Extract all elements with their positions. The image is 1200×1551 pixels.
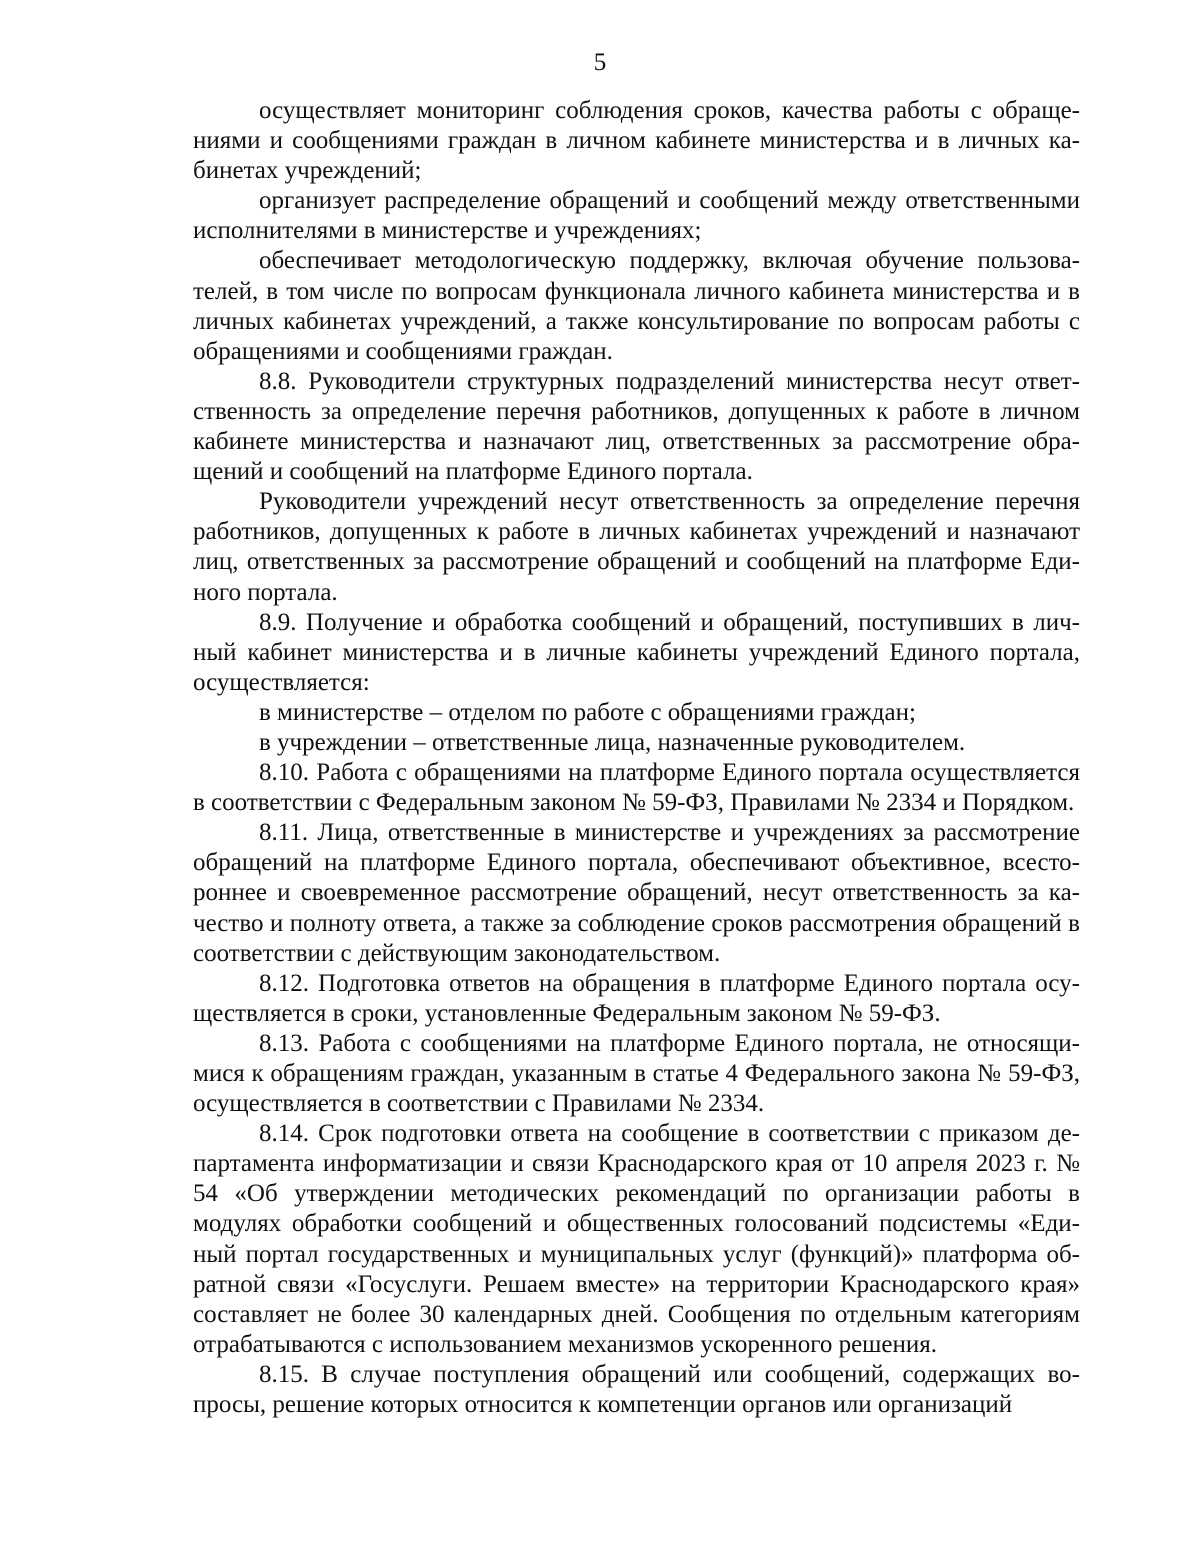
paragraph-8-10: 8.10. Работа с обращениями на платформе Единого портала осуществляется в соответствии с Федеральным законом № 59-ФЗ, Правилами № 2334 и Порядком. (193, 759, 1080, 817)
paragraph-8-8: 8.8. Руководители структурных подразделений министерства несут ответственность за определение перечня работников, допущенных к работе в личном кабинете министерства и назначают лиц, ответственных за рассмотрение обращений и сообщений на платформе Единого портала. (193, 367, 1080, 486)
paragraph-monitoring: осуществляет мониторинг соблюдения сроков, качества работы с обращениями и сообщениями граждан в личном кабинете министерства и в личных кабинетах учреждений; (193, 97, 1080, 185)
page-number: 5 (593, 49, 607, 76)
document-body (193, 96, 1080, 1420)
paragraph-8-12: 8.12. Подготовка ответов на обращения в платформе Единого портала осуществляется в сроки, установленные Федеральным законом № 59-ФЗ. (193, 969, 1080, 1027)
paragraph-methodology-support: обеспечивает методологическую поддержку, включая обучение пользователей, в том числе по вопросам функционала личного кабинета министерства и в личных кабинетах учреждений, а также консультирование по вопросам работы с обращениями и сообщениями граждан. (193, 247, 1080, 365)
paragraph-in-institution: в учреждении – ответственные лица, назначенные руководителем. (259, 728, 966, 756)
paragraph-8-9: 8.9. Получение и обработка сообщений и обращений, поступивших в личный кабинет министерства и в личные кабинеты учреждений Единого портала, осуществляется: (193, 608, 1080, 696)
paragraph-in-ministry: в министерстве – отделом по работе с обращениями граждан; (259, 698, 916, 726)
paragraph-8-11: 8.11. Лица, ответственные в министерстве и учреждениях за рассмотрение обращений на платформе Единого портала, обеспечивают объективное, всестороннее и своевременное рассмотрение обращений, несут ответственность за качество и полноту ответа, а также за соблюдение сроков рассмотрения обращений в соответствии с действующим законодательством. (193, 819, 1080, 967)
paragraph-8-15: 8.15. В случае поступления обращений или сообщений, содержащих вопросы, решение которых относится к компетенции органов или организаций (193, 1360, 1080, 1419)
paragraph-8-13: 8.13. Работа с сообщениями на платформе Единого портала, не относящимися к обращениям граждан, указанным в статье 4 Федерального закона № 59-ФЗ, осуществляется в соответствии с Правилами № 2334. (193, 1029, 1080, 1118)
paragraph-8-14: 8.14. Срок подготовки ответа на сообщение в соответствии с приказом департамента информатизации и связи Краснодарского края от 10 апреля 2023 г. № 54 «Об утверждении методических рекомендаций по организации работы в модулях обработки сообщений и общественных голосований подсистемы «Единый портал государственных и муниципальных услуг (функций)» платформа обратной связи «Госуслуги. Решаем вместе» на территории Краснодарского края» составляет не более 30 календарных дней. Сообщения по отдельным категориям отрабатываются с использованием механизмов ускоренного решения. (193, 1120, 1080, 1358)
paragraph-institution-heads: Руководители учреждений несут ответственность за определение перечня работников, допущенных к работе в личных кабинетах учреждений и назначают лиц, ответственных за рассмотрение обращений и сообщений на платформе Единого портала. (193, 488, 1080, 606)
paragraph-distribution: организует распределение обращений и сообщений между ответственными исполнителями в министерстве и учреждениях; (193, 187, 1080, 245)
